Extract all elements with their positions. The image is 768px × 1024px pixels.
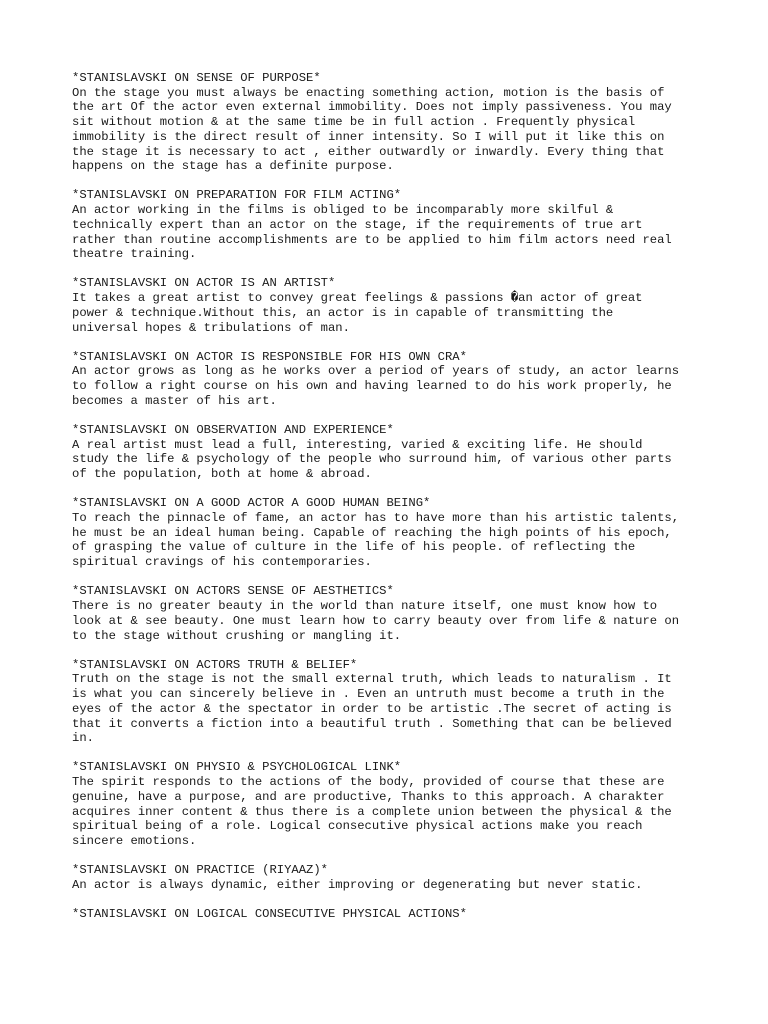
section-observation xyxy=(72,423,712,482)
section-body: To reach the pinnacle of fame, an actor has to have more than his artistic talents, he must be an ideal human being. Capable of reaching the high points of his epoch, of grasping the value of culture in the life of his people. of reflecting the spiritual cravings of his contemporaries. xyxy=(72,511,680,570)
section-heading: *STANISLAVSKI ON ACTORS SENSE OF AESTHETICS* xyxy=(72,584,394,599)
section-heading: *STANISLAVSKI ON A GOOD ACTOR A GOOD HUMAN BEING* xyxy=(72,496,431,511)
section-actor-artist xyxy=(72,276,712,335)
section-body: The spirit responds to the actions of the body, provided of course that these are genuine, have a purpose, and are productive, Thanks to this approach. A charakter acquires inner content & thus there is a complete union between the physical & the spiritual being of a role. Logical consecutive physical actions make you reach sincere emotions. xyxy=(72,775,672,848)
section-body: On the stage you must always be enacting something action, motion is the basis of the art Of the actor even external immobility. Does not imply passiveness. You may sit without motion & at the same time be in full action . Frequently physical immobility is the direct result of inner intensity. So I will put it like this on the stage it is necessary to act , either outwardly or inwardly. Every thing that happens on the stage has a definite purpose. xyxy=(72,85,672,174)
section-body: It takes a great artist to convey great feelings & passions �an actor of great power & technique.Without this, an actor is in capable of transmitting the universal hopes & tribulations of man. xyxy=(72,291,643,335)
section-truth-belief xyxy=(72,658,712,746)
document-page xyxy=(72,71,712,936)
section-heading: *STANISLAVSKI ON ACTOR IS RESPONSIBLE FOR HIS OWN CRA* xyxy=(72,349,467,364)
section-logical-actions xyxy=(72,907,712,922)
section-body: Truth on the stage is not the small external truth, which leads to naturalism . It is what you can sincerely believe in . Even an untruth must become a truth in the eyes of the actor & the spectator in order to be artistic .The secret of acting is that it converts a fiction into a beautiful truth . Something that can be believed in. xyxy=(72,672,672,746)
section-sense-of-purpose xyxy=(72,71,712,174)
section-heading: *STANISLAVSKI ON ACTOR IS AN ARTIST* xyxy=(72,276,336,291)
section-heading: *STANISLAVSKI ON PRACTICE (RIYAAZ)* xyxy=(72,863,328,878)
section-physio-psych xyxy=(72,760,712,848)
section-body: An actor working in the films is obliged to be incomparably more skilful & technically expert than an actor on the stage, if the requirements of true art rather than routine accomplishments are to be applied to him film actors need real theatre training. xyxy=(72,203,672,262)
section-film-acting xyxy=(72,188,712,262)
section-good-human xyxy=(72,496,712,570)
section-practice xyxy=(72,863,712,892)
section-heading: *STANISLAVSKI ON SENSE OF PURPOSE* xyxy=(72,71,321,85)
section-heading: *STANISLAVSKI ON ACTORS TRUTH & BELIEF* xyxy=(72,657,358,672)
section-heading: *STANISLAVSKI ON PREPARATION FOR FILM ACTING* xyxy=(72,188,402,203)
section-body: An actor grows as long as he works over a period of years of study, an actor learns to follow a right course on his own and having learned to do his work properly, he becomes a master of his art. xyxy=(72,364,680,408)
section-heading: *STANISLAVSKI ON OBSERVATION AND EXPERIENCE* xyxy=(72,423,394,438)
section-body: A real artist must lead a full, interesting, varied & exciting life. He should study the life & psychology of the people who surround him, of various other parts of the population, both at home & abroad. xyxy=(72,437,672,482)
section-heading: *STANISLAVSKI ON PHYSIO & PSYCHOLOGICAL LINK* xyxy=(72,760,402,775)
section-aesthetics xyxy=(72,584,712,643)
section-heading: *STANISLAVSKI ON LOGICAL CONSECUTIVE PHYSICAL ACTIONS* xyxy=(72,907,467,922)
section-responsible xyxy=(72,350,712,409)
section-body: An actor is always dynamic, either improving or degenerating but never static. xyxy=(72,877,643,892)
section-body: There is no greater beauty in the world than nature itself, one must know how to look at & see beauty. One must learn how to carry beauty over from life & nature on to the stage without crushing or mangling it. xyxy=(72,599,680,643)
